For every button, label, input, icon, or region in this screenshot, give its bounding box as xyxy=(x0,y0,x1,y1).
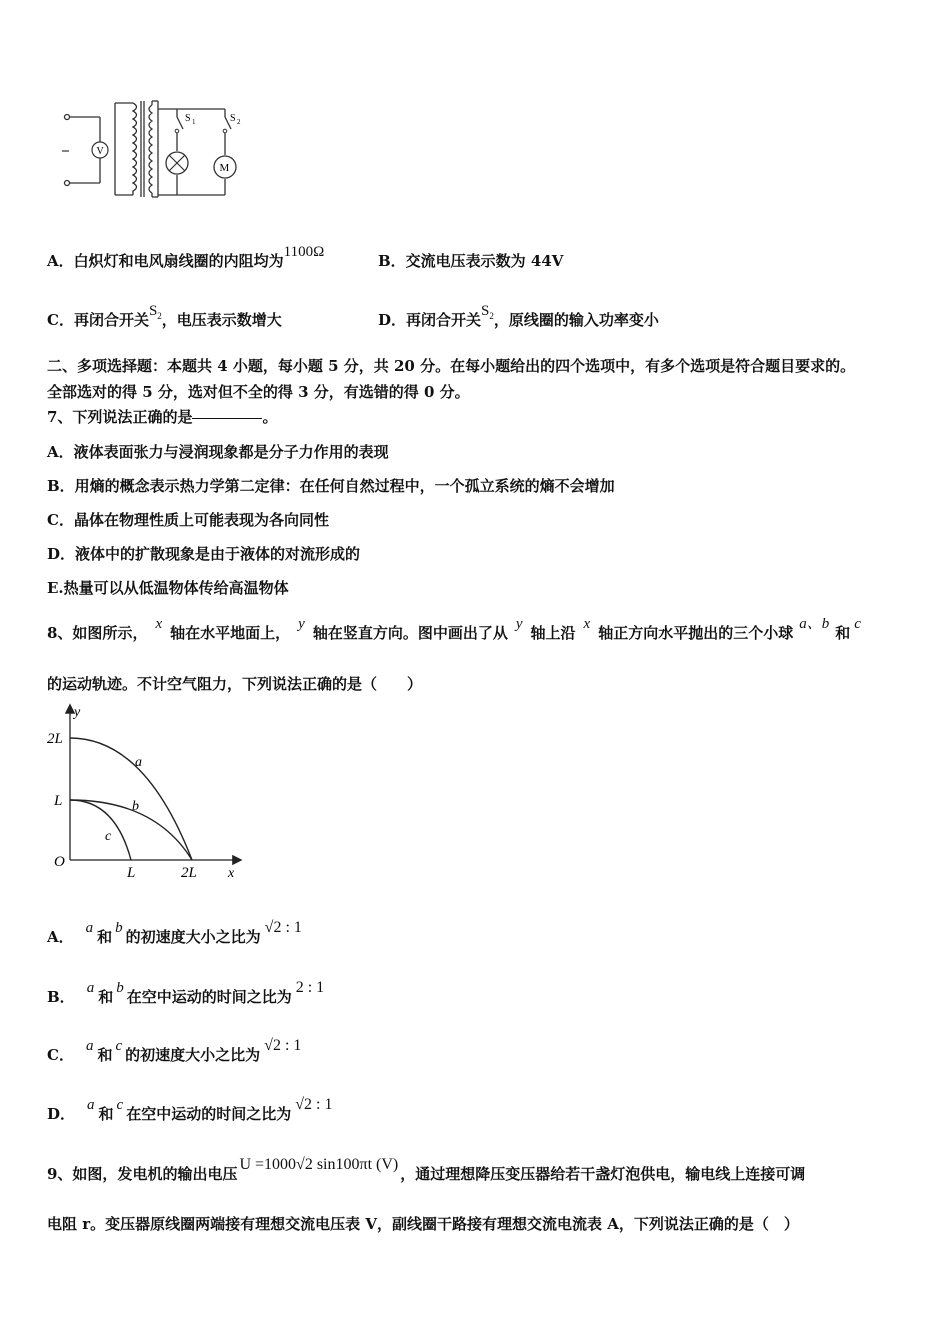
motor-label: M xyxy=(219,162,230,174)
y-axis-label: y xyxy=(74,705,81,720)
trajectory-a xyxy=(70,738,192,860)
q7-option-d: D．液体中的扩散现象是由于液体的对流形成的 xyxy=(47,545,361,563)
x-tick-2L: 2L xyxy=(181,865,197,881)
switch2-label: S xyxy=(230,113,236,124)
q6-option-d xyxy=(378,303,659,331)
q6-option-d-tail: ，原线圈的输入功率变小 xyxy=(493,311,659,329)
q7-option-c: C．晶体在物理性质上可能表现为各向同性 xyxy=(47,511,329,529)
q6-option-b: B．交流电压表示数为 44V xyxy=(378,252,564,270)
curve-a-label: a xyxy=(135,755,142,770)
q9-stem-line1: 9、如图，发电机的输出电压U =1000√2 sin100πt (V)，通过理想降压变压器给若干盏灯泡供电，输电线上连接可调 xyxy=(47,1156,806,1183)
switch1-label: S xyxy=(185,113,191,124)
q7-option-b: B．用熵的概念表示热力学第二定律：在任何自然过程中，一个孤立系统的熵不会增加 xyxy=(47,477,615,495)
q6-option-d-switch: $S_2$ xyxy=(481,303,494,321)
q8-option-b: B． a 和 b 在空中运动的时间之比为2 : 1 xyxy=(47,979,325,1006)
switch2-sub: 2 xyxy=(237,118,241,126)
q8-option-d: D． a 和 c 在空中运动的时间之比为√2 : 1 xyxy=(47,1096,333,1123)
q6-option-d-text: D．再闭合开关 xyxy=(378,311,482,329)
q7-option-e: E.热量可以从低温物体传给高温物体 xyxy=(47,579,289,597)
trajectory-b xyxy=(70,800,192,860)
q8-stem-line2: 的运动轨迹。不计空气阻力，下列说法正确的是（ ） xyxy=(47,675,423,693)
x-axis-label: x xyxy=(228,866,235,881)
q8-stem-line1: 8、如图所示， x 轴在水平地面上， y 轴在竖直方向。图中画出了从 y 轴上沿 x 轴正方向水平抛出的三个小球 a、b 和 c xyxy=(47,616,861,642)
q7-option-a: A．液体表面张力与浸润现象都是分子力作用的表现 xyxy=(47,443,389,461)
q6-option-c xyxy=(47,303,282,331)
section2-heading-line1: 二、多项选择题：本题共 4 小题，每小题 5 分，共 20 分。在每小题给出的四个选项中，有多个选项是符合题目要求的。 xyxy=(47,357,856,375)
q6-option-a xyxy=(47,244,325,271)
q8-option-a: A． a 和 b 的初速度大小之比为√2 : 1 xyxy=(47,919,302,946)
origin-label: O xyxy=(54,854,65,870)
voltmeter-label: V xyxy=(96,146,104,157)
projectile-trajectory-graph xyxy=(45,702,250,884)
transformer-circuit-diagram xyxy=(55,95,255,205)
switch1-sub: 1 xyxy=(192,118,196,126)
q8-option-c: C． a 和 c 的初速度大小之比为√2 : 1 xyxy=(47,1037,302,1064)
answer-blank xyxy=(192,417,262,419)
q6-option-c-text: C．再闭合开关 xyxy=(47,311,149,329)
y-tick-L: L xyxy=(54,793,63,809)
y-tick-2L: 2L xyxy=(47,731,63,747)
q6-option-c-switch: $S_2$ xyxy=(148,303,162,321)
x-tick-L: L xyxy=(127,865,136,881)
section2-heading-line2: 全部选对的得 5 分，选对但不全的得 3 分，有选错的得 0 分。 xyxy=(47,383,470,401)
trajectory-c xyxy=(70,800,131,860)
q9-stem-line2: 电阻 r。变压器原线圈两端接有理想交流电压表 V，副线圈干路接有理想交流电流表 A，下列说法正确的是（ ） xyxy=(47,1215,799,1233)
q6-option-a-text: A．白炽灯和电风扇线圈的内阻均为 xyxy=(47,252,284,270)
q6-option-c-tail: ，电压表示数增大 xyxy=(161,311,282,329)
curve-c-label: c xyxy=(105,829,112,844)
q6-option-a-value: 1100Ω xyxy=(283,244,325,260)
curve-b-label: b xyxy=(132,799,139,814)
q7-stem: 7、下列说法正确的是 。 xyxy=(47,408,278,426)
q9-voltage-formula: U =1000√2 sin100πt (V) xyxy=(239,1156,399,1173)
